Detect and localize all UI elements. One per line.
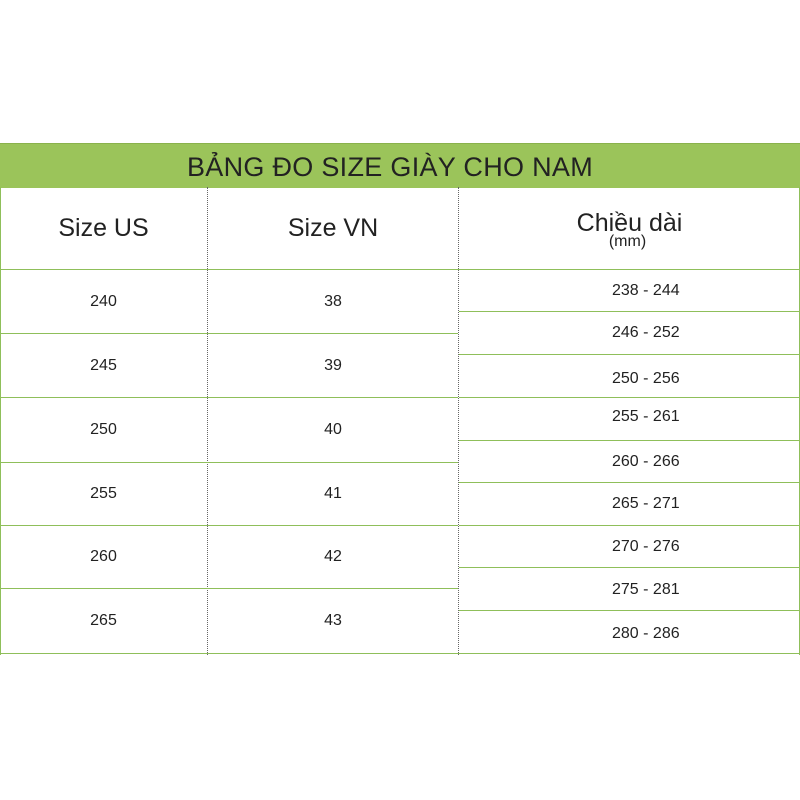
cell-value: 38 [324,292,342,310]
row-6-us [0,589,207,653]
cell-value: 40 [324,421,342,438]
cell-value: 265 - 271 [612,495,680,512]
cell-value: 255 - 261 [612,408,680,425]
row-5-vn [208,526,458,588]
size-chart [0,143,800,655]
cell-value: 245 [90,356,117,374]
row-2-vn [208,334,458,397]
cell-value: 260 - 266 [612,452,680,470]
cell-value: 238 - 244 [612,281,680,299]
row-3-vn [208,398,458,462]
row-2-us [0,334,207,397]
cell-value: 270 - 276 [612,537,680,555]
length-6 [459,483,800,525]
length-2 [459,312,800,354]
length-9 [459,611,800,653]
row-5-us [0,526,207,588]
row-4-vn [208,463,458,525]
cell-value: 42 [324,548,342,565]
header-size-vn-label: Size VN [287,213,379,242]
header-size-vn [208,187,458,269]
table-bottom-line [0,653,800,654]
row-4-us [0,463,207,525]
length-4 [459,398,800,440]
header-size-us [0,187,207,269]
cell-value: 265 [90,612,117,629]
row-1-vn [208,270,458,333]
cell-value: 255 [90,485,117,502]
length-7 [459,526,800,567]
cell-value: 280 - 286 [612,625,680,642]
cell-value: 39 [324,356,342,374]
cell-value: 260 [90,548,117,565]
length-1 [459,270,800,311]
cell-value: 250 - 256 [612,370,680,387]
header-length-unit: (mm) [608,233,647,250]
cell-value: 240 [90,292,117,310]
chart-title: BẢNG ĐO SIZE GIÀY CHO NAM [186,151,594,182]
row-6-vn [208,589,458,653]
length-5 [459,441,800,482]
header-length [459,187,800,269]
header-size-us-label: Size US [58,213,149,242]
row-1-us [0,270,207,333]
chart-title-bar [0,143,800,188]
cell-value: 250 [90,421,117,438]
cell-value: 275 - 281 [612,581,680,598]
cell-value: 246 - 252 [612,324,680,341]
header-length-label: Chiều dài [576,209,683,237]
row-3-us [0,398,207,462]
length-8 [459,568,800,610]
cell-value: 41 [324,485,342,502]
length-3 [459,355,800,397]
cell-value: 43 [324,612,342,629]
